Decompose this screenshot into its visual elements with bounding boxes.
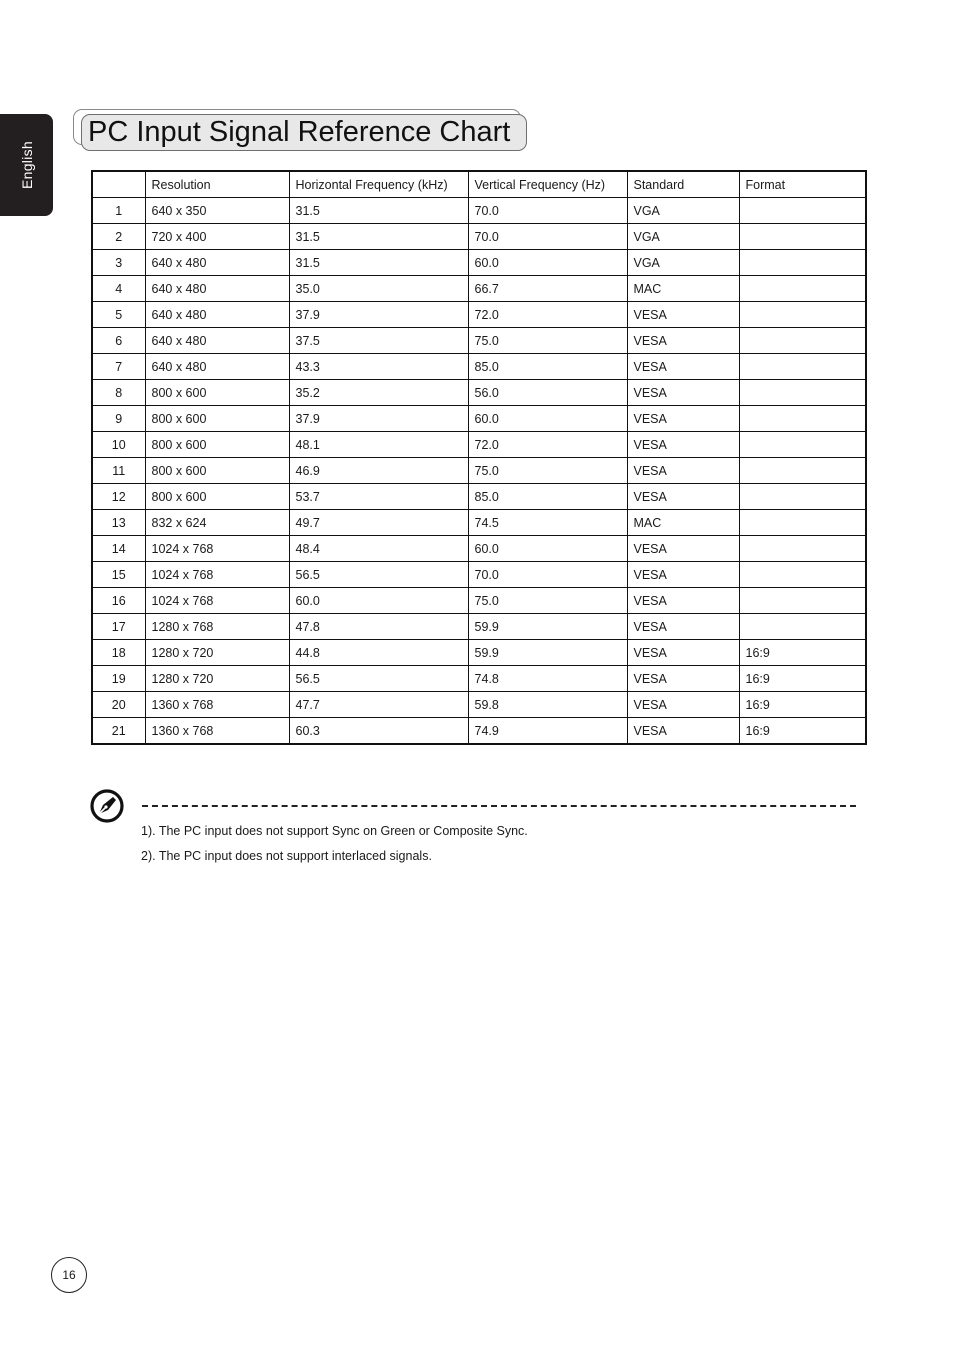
cell-resolution: 640 x 480: [145, 328, 289, 354]
cell-horizontal-frequency: 60.3: [289, 718, 468, 745]
cell-standard: VESA: [627, 302, 739, 328]
cell-index: 17: [92, 614, 145, 640]
cell-horizontal-frequency: 53.7: [289, 484, 468, 510]
cell-horizontal-frequency: 56.5: [289, 562, 468, 588]
cell-resolution: 1360 x 768: [145, 718, 289, 745]
cell-vertical-frequency: 74.9: [468, 718, 627, 745]
cell-format: [739, 432, 866, 458]
cell-standard: VESA: [627, 432, 739, 458]
cell-standard: VESA: [627, 718, 739, 745]
cell-resolution: 720 x 400: [145, 224, 289, 250]
cell-horizontal-frequency: 49.7: [289, 510, 468, 536]
cell-format: [739, 536, 866, 562]
cell-index: 10: [92, 432, 145, 458]
cell-index: 16: [92, 588, 145, 614]
cell-standard: VESA: [627, 354, 739, 380]
cell-vertical-frequency: 60.0: [468, 536, 627, 562]
table-row: [92, 302, 866, 328]
cell-resolution: 640 x 480: [145, 276, 289, 302]
cell-format: [739, 614, 866, 640]
note-1: 1). The PC input does not support Sync on Green or Composite Sync.: [141, 824, 528, 838]
cell-resolution: 1280 x 720: [145, 666, 289, 692]
cell-horizontal-frequency: 43.3: [289, 354, 468, 380]
header-format: Format: [739, 171, 866, 198]
cell-standard: VESA: [627, 380, 739, 406]
cell-horizontal-frequency: 31.5: [289, 198, 468, 224]
cell-format: [739, 198, 866, 224]
cell-standard: VESA: [627, 484, 739, 510]
header-standard: Standard: [627, 171, 739, 198]
cell-resolution: 1024 x 768: [145, 588, 289, 614]
cell-vertical-frequency: 75.0: [468, 588, 627, 614]
cell-vertical-frequency: 60.0: [468, 250, 627, 276]
table-row: [92, 276, 866, 302]
cell-format: [739, 354, 866, 380]
cell-format: [739, 406, 866, 432]
cell-vertical-frequency: 70.0: [468, 224, 627, 250]
language-tab: [0, 114, 53, 216]
cell-resolution: 1280 x 720: [145, 640, 289, 666]
cell-standard: VESA: [627, 614, 739, 640]
table-row: [92, 328, 866, 354]
cell-vertical-frequency: 70.0: [468, 198, 627, 224]
cell-standard: VESA: [627, 640, 739, 666]
cell-resolution: 832 x 624: [145, 510, 289, 536]
cell-index: 13: [92, 510, 145, 536]
cell-format: [739, 458, 866, 484]
cell-index: 7: [92, 354, 145, 380]
cell-horizontal-frequency: 31.5: [289, 224, 468, 250]
cell-format: [739, 302, 866, 328]
cell-resolution: 800 x 600: [145, 484, 289, 510]
cell-index: 3: [92, 250, 145, 276]
cell-standard: VESA: [627, 562, 739, 588]
cell-resolution: 1280 x 768: [145, 614, 289, 640]
table-row: [92, 718, 866, 745]
cell-horizontal-frequency: 47.8: [289, 614, 468, 640]
cell-index: 15: [92, 562, 145, 588]
cell-vertical-frequency: 72.0: [468, 432, 627, 458]
cell-format: [739, 224, 866, 250]
cell-vertical-frequency: 60.0: [468, 406, 627, 432]
cell-vertical-frequency: 59.8: [468, 692, 627, 718]
cell-resolution: 800 x 600: [145, 432, 289, 458]
cell-vertical-frequency: 72.0: [468, 302, 627, 328]
cell-vertical-frequency: 75.0: [468, 458, 627, 484]
cell-standard: VESA: [627, 692, 739, 718]
cell-index: 14: [92, 536, 145, 562]
cell-horizontal-frequency: 31.5: [289, 250, 468, 276]
cell-resolution: 640 x 480: [145, 302, 289, 328]
header-resolution: Resolution: [145, 171, 289, 198]
cell-index: 20: [92, 692, 145, 718]
note-divider: [142, 805, 856, 807]
cell-index: 4: [92, 276, 145, 302]
table-row: [92, 432, 866, 458]
cell-resolution: 1024 x 768: [145, 536, 289, 562]
table-row: [92, 510, 866, 536]
cell-horizontal-frequency: 48.4: [289, 536, 468, 562]
cell-vertical-frequency: 70.0: [468, 562, 627, 588]
cell-format: 16:9: [739, 692, 866, 718]
cell-index: 9: [92, 406, 145, 432]
table-row: [92, 458, 866, 484]
cell-vertical-frequency: 59.9: [468, 640, 627, 666]
cell-standard: VGA: [627, 224, 739, 250]
cell-vertical-frequency: 74.5: [468, 510, 627, 536]
page-title: PC Input Signal Reference Chart: [88, 116, 511, 148]
cell-resolution: 640 x 480: [145, 250, 289, 276]
cell-standard: VESA: [627, 328, 739, 354]
cell-resolution: 800 x 600: [145, 458, 289, 484]
table-row: [92, 198, 866, 224]
table-row: [92, 666, 866, 692]
cell-format: [739, 588, 866, 614]
cell-standard: VESA: [627, 666, 739, 692]
cell-vertical-frequency: 59.9: [468, 614, 627, 640]
table-header-row: [92, 171, 866, 198]
cell-format: [739, 276, 866, 302]
table-row: [92, 614, 866, 640]
cell-index: 21: [92, 718, 145, 745]
cell-format: 16:9: [739, 640, 866, 666]
cell-horizontal-frequency: 35.2: [289, 380, 468, 406]
cell-index: 6: [92, 328, 145, 354]
cell-vertical-frequency: 74.8: [468, 666, 627, 692]
cell-standard: MAC: [627, 276, 739, 302]
cell-standard: VESA: [627, 536, 739, 562]
cell-standard: VGA: [627, 198, 739, 224]
cell-index: 12: [92, 484, 145, 510]
cell-index: 2: [92, 224, 145, 250]
cell-horizontal-frequency: 56.5: [289, 666, 468, 692]
cell-index: 11: [92, 458, 145, 484]
header-vertical-frequency: Vertical Frequency (Hz): [468, 171, 627, 198]
table-row: [92, 380, 866, 406]
cell-standard: MAC: [627, 510, 739, 536]
cell-index: 1: [92, 198, 145, 224]
cell-format: [739, 328, 866, 354]
cell-index: 18: [92, 640, 145, 666]
cell-index: 8: [92, 380, 145, 406]
cell-resolution: 640 x 480: [145, 354, 289, 380]
cell-vertical-frequency: 56.0: [468, 380, 627, 406]
cell-horizontal-frequency: 37.9: [289, 302, 468, 328]
cell-resolution: 1024 x 768: [145, 562, 289, 588]
cell-format: [739, 380, 866, 406]
cell-format: [739, 484, 866, 510]
cell-format: [739, 562, 866, 588]
language-tab-label: English: [18, 140, 35, 190]
cell-format: [739, 510, 866, 536]
table-body: [92, 198, 866, 745]
page-number: 16: [51, 1257, 87, 1293]
cell-vertical-frequency: 85.0: [468, 354, 627, 380]
table-row: [92, 588, 866, 614]
cell-resolution: 640 x 350: [145, 198, 289, 224]
cell-index: 5: [92, 302, 145, 328]
cell-horizontal-frequency: 60.0: [289, 588, 468, 614]
table-row: [92, 692, 866, 718]
cell-horizontal-frequency: 48.1: [289, 432, 468, 458]
cell-horizontal-frequency: 37.5: [289, 328, 468, 354]
header-horizontal-frequency: Horizontal Frequency (kHz): [289, 171, 468, 198]
cell-standard: VESA: [627, 458, 739, 484]
cell-standard: VESA: [627, 406, 739, 432]
table-row: [92, 484, 866, 510]
table-row: [92, 354, 866, 380]
cell-format: 16:9: [739, 718, 866, 745]
note-2: 2). The PC input does not support interlaced signals.: [141, 849, 432, 863]
cell-standard: VGA: [627, 250, 739, 276]
cell-resolution: 800 x 600: [145, 380, 289, 406]
table-row: [92, 562, 866, 588]
table-row: [92, 250, 866, 276]
cell-format: 16:9: [739, 666, 866, 692]
header-index: [92, 171, 145, 198]
cell-horizontal-frequency: 44.8: [289, 640, 468, 666]
cell-resolution: 1360 x 768: [145, 692, 289, 718]
note-pen-icon: [89, 788, 125, 824]
cell-vertical-frequency: 85.0: [468, 484, 627, 510]
table-row: [92, 406, 866, 432]
table-row: [92, 224, 866, 250]
cell-vertical-frequency: 75.0: [468, 328, 627, 354]
cell-horizontal-frequency: 47.7: [289, 692, 468, 718]
cell-horizontal-frequency: 37.9: [289, 406, 468, 432]
cell-standard: VESA: [627, 588, 739, 614]
cell-vertical-frequency: 66.7: [468, 276, 627, 302]
signal-reference-table: [91, 170, 867, 745]
table-row: [92, 640, 866, 666]
cell-index: 19: [92, 666, 145, 692]
cell-horizontal-frequency: 35.0: [289, 276, 468, 302]
cell-resolution: 800 x 600: [145, 406, 289, 432]
cell-format: [739, 250, 866, 276]
table-row: [92, 536, 866, 562]
cell-horizontal-frequency: 46.9: [289, 458, 468, 484]
